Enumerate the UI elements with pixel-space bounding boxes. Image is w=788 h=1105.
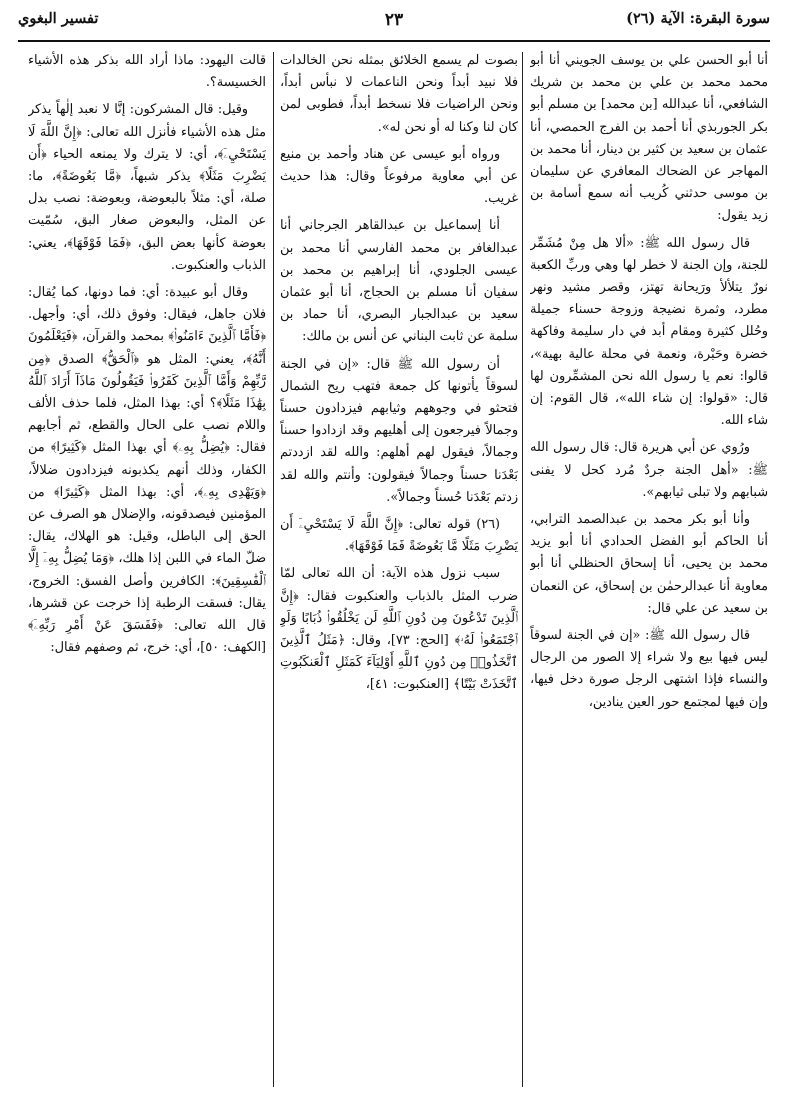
paragraph: بصوت لم يسمع الخلائق بمثله نحن الخالدات فلا نبيد أبداً ونحن الناعمات لا نبأس أبداً، ونحن الراضيات فلا نسخط أبداً، فطوبى لمن كان لنا وكنا له أو نحن له». — [280, 53, 518, 135]
paragraph: قالت اليهود: ماذا أراد الله بذكر هذه الأشياء الخسيسة؟. — [28, 53, 266, 91]
paragraph: أن رسول الله ﷺ قال: «إن في الجنة لسوقاً يأتونها كل جمعة فتهب ريح الشمال فتحثو في وجوههم وثيابهم فيزدادون حسناً وجمالاً فيرجعون إلى أهليهم وقد ازدادوا حسناً وجمالاً، فيقول لهم أهلهم: والله لقد ازددتم بَعْدَنا حسناً وجمالاً فيقولون: وأنتم والله لقد زدتم بَعْدَنا حُسناً وجمالاً». — [280, 356, 518, 505]
column-divider — [522, 52, 523, 1087]
paragraph: ورواه أبو عيسى عن هناد وأحمد بن منيع عن أبي معاوية مرفوعاً وقال: هذا حديث غريب. — [280, 146, 518, 207]
paragraph: ورُوي عن أبي هريرة قال: قال رسول الله ﷺ: «أهل الجنة جردٌ مُرد كحل لا يفنى شبابهم ولا تبلى ثيابهم». — [530, 440, 768, 500]
column-divider — [273, 52, 274, 1087]
surah-ayah-label: سورة البقرة: الآية (٢٦) — [626, 10, 770, 27]
paragraph: وقال أبو عبيدة: أي: فما دونها، كما يُقال: فلان جاهل، فيقال: وفوق ذلك، أي: وأجهل. ﴿فَأَمَّا ٱلَّذِينَ ءَامَنُوا۟﴾ بمحمد والقرآن، ﴿فَيَعْلَمُونَ أَنَّهُ﴾، يعني: المثل هو ﴿ٱلْحَقُّ﴾ الصدق ﴿مِن رَّبِّهِمْ وَأَمَّا ٱلَّذِينَ كَفَرُوا۟ فَيَقُولُونَ مَاذَآ أَرَادَ ٱللَّهُ بِهَٰذَا مَثَلًا﴾؟ أي: بهذا المثل، فلما حذف الألف واللام نصب على الحال والقطع، ثم أجابهم فقال: ﴿يُضِلُّ بِهِۦ﴾ أي بهذا المثل ﴿كَثِيرًا﴾ من الكفار، وذلك أنهم يكذبونه فيزدادون ضلالاً، ﴿وَيَهْدِى بِهِۦ﴾، أي: بهذا المثل ﴿كَثِيرًا﴾ من المؤمنين فيصدقونه، والإضلال هو الصرف عن الحق إلى الباطل، وقيل: هو الهلاك، يقال: ضلّ الماء في اللبن إذا هلك، ﴿وَمَا يُضِلُّ بِهِۦٓ إِلَّا ٱلْفَٰسِقِينَ﴾: الكافرين وأصل الفسق: الخروج، يقال: فسقت الرطبة إذا خرجت عن قشرها، قال الله تعالى: ﴿فَفَسَقَ عَنْ أَمْرِ رَبِّهِۦٓ﴾ [الكهف: ٥٠]، أي: خرج، ثم وصفهم فقال: — [28, 285, 266, 656]
paragraph: أنا إسماعيل بن عبدالقاهر الجرجاني أنا عبدالغافر بن محمد الفارسي أنا محمد بن عيسى الجلودي، أنا إبراهيم بن محمد بن سفيان أنا مسلم بن الحجاج، أنا أبو عثمان سعيد بن عبدالجبار البصري، أنا حماد بن سلمة عن ثابت البناني عن أنس بن مالك: — [280, 218, 518, 345]
paragraph: قال رسول الله ﷺ: «ألا هل مِنْ مُشَمِّر للجنة، وإن الجنة لا خطر لها وهي وربِّ الكعبة نورٌ يتلألأ ورَيحانة تهتز، وقصر مشيد ونهر مطرد، وثمرة نضيجة وزوجة حسناء جميلة وحُلل كثيرة ومقام أبد في دار سليمة وفاكهة خضرة وحَبْرة، ونعمة في محلة عالية بهية»، قالوا: نعم يا رسول الله نحن المشمِّرون لها قال: «قولوا: إن شاء الله»، قال القوم: إن شاء الله. — [530, 235, 768, 429]
paragraph: أنا أبو الحسن علي بن يوسف الجويني أنا أبو محمد محمد بن علي بن محمد بن شريك الشافعي، أنا عبدالله [بن محمد] بن مسلم أبو بكر الجوربذي أنا أحمد بن الفرج الحمصي، أنا عثمان بن سعيد بن كثير بن دينار، أنا محمد بن المهاجر عن الضحاك المعافري عن سليمان بن موسى حدثني كُريب أنه سمع أسامة بن زيد يقول: — [530, 53, 768, 224]
column-left — [28, 50, 266, 1090]
verse-heading: (٢٦) قوله تعالى: ﴿إِنَّ اللَّهَ لَا يَسْتَحْيِۦٓ أَن يَضْرِبَ مَثَلًا مَّا بَعُوضَةً فَمَا فَوْقَهَا﴾. — [280, 517, 518, 555]
header-rule — [18, 40, 770, 42]
column-middle — [280, 50, 518, 1090]
paragraph: قال رسول الله ﷺ: «إن في الجنة لسوقاً ليس فيها بيع ولا شراء إلا الصور من الرجال والنساء فإذا اشتهى الرجل صورة دخل فيها، وإن فيها لمجتمع حور العين ينادين، — [530, 628, 768, 710]
paragraph: سبب نزول هذه الآية: أن الله تعالى لمّا ضرب المثل بالذباب والعنكبوت فقال: ﴿إِنَّ ٱلَّذِينَ تَدْعُونَ مِن دُونِ ٱللَّهِ لَن يَخْلُقُوا۟ ذُبَابًا وَلَوِ ٱجْتَمَعُوا۟ لَهُۥ﴾ [الحج: ٧٣]، وقال: ﴿مَثَلُ ٱلَّذِينَ ٱتَّخَذُوا۟ مِن دُونِ ٱللَّهِ أَوْلِيَآءَ كَمَثَلِ ٱلْعَنكَبُوتِ ٱتَّخَذَتْ بَيْتًا﴾ [العنكبوت: ٤١]، — [280, 566, 518, 693]
paragraph: وأنا أبو بكر محمد بن عبدالصمد الترابي، أنا الحاكم أبو الفضل الحدادي أنا أبو يزيد محمد بن يحيى، أنا إسحاق الحنظلي أنا أبو معاوية أنا عبدالرحمٰن بن إسحاق، عن النعمان بن سعيد عن علي قال: — [530, 512, 768, 616]
paragraph: وقيل: قال المشركون: إنَّا لا نعبد إلٰهاً يذكر مثل هذه الأشياء فأنزل الله تعالى: ﴿إِنَّ اللَّهَ لَا يَسْتَحْيِۦٓ﴾، أي: لا يترك ولا يمنعه الحياء ﴿أَن يَضْرِبَ مَثَلًا﴾ يذكر شبهاً، ﴿مَّا بَعُوضَةً﴾، ما: صلة، أي: مثلاً بالبعوضة، وبعوضة: نصب بدل عن المثل، والبعوض صغار البق، سُمّيت بعوضة كأنها بعض البق، ﴿فَمَا فَوْقَهَا﴾، يعني: الذباب والعنكبوت. — [28, 102, 266, 273]
page-number: ٢٣ — [384, 10, 404, 30]
column-right — [530, 50, 768, 1090]
book-title: تفسير البغوي — [18, 10, 99, 27]
running-header — [18, 10, 770, 38]
